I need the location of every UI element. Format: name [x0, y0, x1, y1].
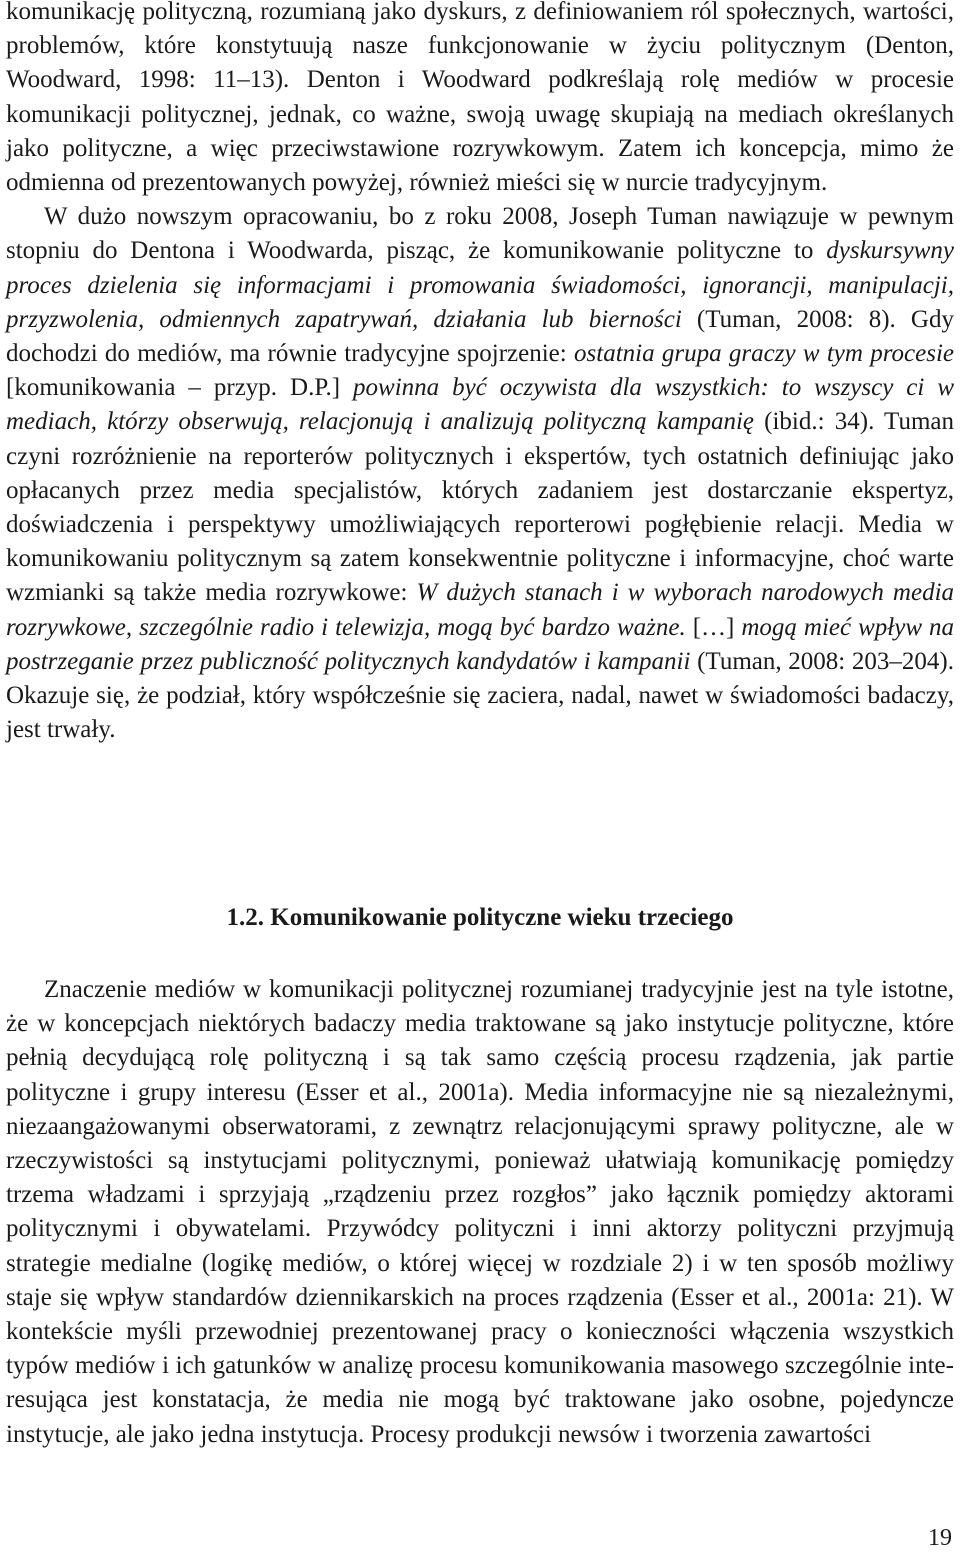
text-span: Znaczenie mediów w komunikacji politycznej rozumianej tradycyjnie jest na tyle istotne, że w koncepcjach niektórych badaczy media traktowane są jako instytucje polityczne, które pełnią decydującą rolę polityczną i są tak samo częścią procesu rządzenia, jak partie polityczne i grupy interesu (Esser et al., 2001a). Media informacyjne nie są niezależnymi, niezaangażowanymi obserwatorami, z zewnątrz relacjonującymi sprawy polityczne, ale w rzeczywistości są instytucjami politycznymi, ponieważ ułatwiają komunikację pomiędzy trzema władzami i sprzyjają „rządzeniu przez rozgłos” jako łącznik pomiędzy aktorami politycznymi i obywatelami. Przywódcy polityczni i inni aktorzy polityczni przyjmują strategie medialne (logikę mediów, o której więcej w rozdziale 2) i w ten sposób możliwy staje się wpływ standardów dziennikarskich na proces rządzenia (Esser et al., 2001a: 21). W kontekście myśli przewodniej prezentowanej pracy o konieczności włączenia wszystkich typów mediów i ich gatunków w analizę procesu komunikowania masowego szczególnie interesująca jest konstatacja, że media nie mogą być traktowane jako osobne, pojedyncze instytucje, ale jako jedna instytucja. Procesy produkcji newsów i tworzenia zawartości — [6, 976, 954, 1448]
text-span: (Tuman, 2008: 203–204). Okazuje się, że podział, który współcześnie się zaciera, nadal, nawet w świadomości badaczy, jest trwały. — [6, 647, 954, 744]
text-block-bottom — [6, 973, 954, 1452]
page-number: 19 — [928, 1525, 952, 1551]
italic-quote-span: ostatnia grupa graczy w tym procesie — [574, 340, 954, 368]
text-span: (Tuman, 2008: 8). Gdy dochodzi do mediów, ma równie tradycyjne spojrzenie: — [6, 305, 954, 368]
italic-quote-span: mogą mieć wpływ na postrzeganie przez publiczność politycznych kandydatów i kampanii — [6, 613, 954, 675]
paragraph-1 — [6, 0, 954, 200]
text-span: [komunikowania – przyp. D.P.] — [6, 374, 354, 402]
italic-quote-span: dyskursywny proces dzielenia się informacjami i promowania świadomości, ignorancji, manipulacji, przyzwolenia, odmiennych zapatrywań, działania lub bierności — [6, 237, 954, 333]
paragraph-3 — [6, 973, 954, 1452]
paragraph-2 — [6, 200, 954, 747]
text-block-top — [6, 0, 954, 747]
text-span: […] — [685, 613, 742, 641]
section-heading: 1.2. Komunikowanie polityczne wieku trzeciego — [226, 904, 734, 931]
italic-quote-span: powinna być oczywista dla wszystkich: to wszyscy ci w mediach, którzy obserwują, relacjonują i analizują polityczną kampanię — [6, 374, 955, 436]
italic-quote-span: W dużych stanach i w wyborach narodowych media rozrywkowe, szczególnie radio i telewizja, mogą być bardzo ważne. — [6, 579, 955, 641]
text-span: (ibid.: 34). Tuman czyni rozróżnienie na reporterów politycznych i ekspertów, tych ostatnich definiując jako opłacanych przez media specjalistów, których zadaniem jest dostarczanie ekspertyz, doświadczenia i perspektywy umożliwiających reporterowi pogłębienie relacji. Media w komunikowaniu politycznym są zatem konsekwentnie polityczne i informacyjne, choć warte wzmianki są także media rozrywkowe: — [6, 408, 954, 607]
text-span: komunikację polityczną, rozumianą jako dyskurs, z definiowaniem ról społecznych, wartości, problemów, które konstytuują nasze funkcjonowanie w życiu politycznym (Denton, Woodward, 1998: 11–13). Denton i Woodward podkreślają rolę mediów w procesie komunikacji politycznej, jednak, co ważne, swoją uwagę skupiają na mediach określanych jako polityczne, a więc przeciwstawione rozrywkowym. Zatem ich koncepcja, mimo że odmienna od prezentowanych powyżej, również mieści się w nurcie tradycyjnym. — [6, 0, 954, 197]
text-span: W dużo nowszym opracowaniu, bo z roku 2008, Joseph Tuman nawiązuje w pewnym stopniu do Dentona i Woodwarda, pisząc, że komunikowanie polityczne to — [6, 203, 954, 265]
